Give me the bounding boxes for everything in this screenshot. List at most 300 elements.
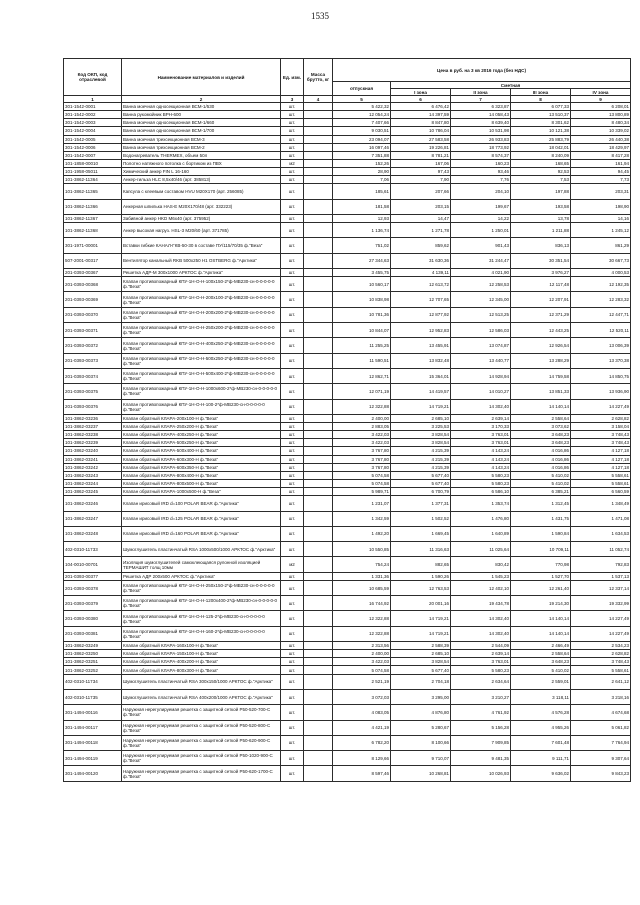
cell-price-zone-2: 7,76 [451, 176, 511, 184]
cell-name: Клапан обратный КЛАРА-200x100-Н ф."Веза" [122, 414, 281, 422]
cell-mass [304, 689, 333, 704]
cell-unit: шт. [281, 399, 304, 414]
cell-price-zone-1: 167,06 [391, 159, 451, 167]
cell-name: Наружная нерегулируемая решетка с защитной сеткой Р50-1020-900-С ф."Веза" [122, 751, 281, 766]
cell-mass [304, 611, 333, 626]
cell-price-zone-4: 14 227,49 [571, 399, 631, 414]
cell-price-zone-2: 12 345,00 [451, 292, 511, 307]
cell-code: 101-3862-03249 [64, 642, 122, 650]
cell-price-zone-3: 1 312,45 [511, 496, 571, 511]
cell-mass [304, 292, 333, 307]
cell-price-zone-3: 1 527,70 [511, 572, 571, 580]
cell-mass [304, 720, 333, 735]
cell-unit: шт. [281, 463, 304, 471]
cell-price-zone-4: 12 283,32 [571, 292, 631, 307]
cell-price-zone-4: 2 628,82 [571, 414, 631, 422]
cell-name: Клапан ирисовый IRD d=160 POLAR BEAR ф."Арктика" [122, 526, 281, 541]
cell-price-zone-1: 207,66 [391, 184, 451, 199]
header-zone-2: II зона [451, 89, 511, 96]
cell-price-zone-4: 11 052,74 [571, 542, 631, 557]
table-row [64, 572, 631, 580]
cell-price-zone-1: 20 001,16 [391, 596, 451, 611]
cell-price-zone-4: 3 748,43 [571, 439, 631, 447]
cell-name: Анкер-гильза HLC 8,5х40/46 (арт. 385813) [122, 176, 281, 184]
cell-price-zone-2: 19 434,78 [451, 596, 511, 611]
cell-name: Изоляция шумоглушителей самоклеющаяся рулонной изоляцией ТЕРМАШИТ толщ 10мм [122, 557, 281, 572]
cell-price-zone-1: 13 832,48 [391, 353, 451, 368]
table-row [64, 151, 631, 159]
cell-unit: шт. [281, 611, 304, 626]
cell-price-zone-4: 6 560,59 [571, 488, 631, 496]
cell-code: 201-0393-00379 [64, 596, 122, 611]
cell-code: 301-1542-0007 [64, 151, 122, 159]
cell-price-release: 2 400,00 [333, 414, 391, 422]
cell-price-release: 9 030,51 [333, 127, 391, 135]
cell-price-zone-2: 14 010,27 [451, 384, 511, 399]
table-row [64, 447, 631, 455]
cell-name: Клапан обратный КЛАРА-500x250-Н ф."Веза" [122, 439, 281, 447]
table-row [64, 422, 631, 430]
column-number: 9 [571, 96, 631, 103]
cell-price-zone-3: 19 214,30 [511, 596, 571, 611]
cell-code: 201-0393-00381 [64, 626, 122, 641]
cell-name: Шумоглушитель пластинчатый RSA 300x150/1000 АРКТОС ф."Арктика" [122, 674, 281, 689]
cell-price-zone-3: 4 576,28 [511, 705, 571, 720]
cell-unit: м2 [281, 159, 304, 167]
cell-price-zone-4: 1 348,49 [571, 496, 631, 511]
cell-mass [304, 323, 333, 338]
cell-price-zone-4: 6 208,01 [571, 103, 631, 111]
cell-name: Ванна рукомойник ВРН-600 [122, 111, 281, 119]
cell-price-zone-2: 4 761,92 [451, 705, 511, 720]
table-row [64, 238, 631, 253]
cell-price-zone-1: 8 100,66 [391, 735, 451, 750]
cell-price-release: 8 597,46 [333, 766, 391, 781]
column-number: 4 [304, 96, 333, 103]
cell-price-release: 10 844,07 [333, 323, 391, 338]
cell-price-zone-3: 7 601,48 [511, 735, 571, 750]
cell-price-zone-2: 14 058,43 [451, 111, 511, 119]
cell-name: Капсула с клеевым составом HVU M20X170 (арт. 256085) [122, 184, 281, 199]
cell-price-release: 5 422,32 [333, 103, 391, 111]
cell-mass [304, 103, 333, 111]
cell-price-zone-3: 3 648,23 [511, 658, 571, 666]
cell-price-zone-1: 14 719,21 [391, 399, 451, 414]
cell-price-zone-1: 7,90 [391, 176, 451, 184]
header-zone-3: III зона [511, 89, 571, 96]
cell-price-release: 12 322,88 [333, 611, 391, 626]
table-row [64, 705, 631, 720]
cell-unit: шт. [281, 215, 304, 223]
cell-code: 201-0393-00380 [64, 611, 122, 626]
cell-price-zone-2: 14,22 [451, 215, 511, 223]
cell-price-zone-3: 8 240,09 [511, 151, 571, 159]
cell-unit: шт. [281, 135, 304, 143]
cell-code: 301-1542-0003 [64, 119, 122, 127]
cell-price-zone-2: 4 143,24 [451, 447, 511, 455]
cell-code: 101-3862-03250 [64, 650, 122, 658]
cell-price-zone-2: 5 580,23 [451, 471, 511, 479]
cell-mass [304, 572, 333, 580]
cell-mass [304, 368, 333, 383]
cell-code: 101-3862-03238 [64, 431, 122, 439]
cell-price-zone-3: 8 301,62 [511, 119, 571, 127]
cell-price-zone-1: 31 630,36 [391, 253, 451, 268]
cell-name: Решетка АДР 200x500 АРКТОС ф."Арктика" [122, 572, 281, 580]
cell-code: 101-3862-03236 [64, 414, 122, 422]
cell-price-zone-4: 4 127,18 [571, 447, 631, 455]
table-row [64, 269, 631, 277]
cell-price-zone-1: 19 226,81 [391, 143, 451, 151]
cell-name: Клапан обратный КЛАРА-400x250-Н ф."Веза" [122, 431, 281, 439]
cell-price-zone-1: 12 613,72 [391, 277, 451, 292]
cell-price-zone-1: 3 295,00 [391, 689, 451, 704]
cell-name: Клапан противопожарный КПУ-1Н-О-Н-200x200-2*ф-МВ230-сн-0-0-0-0-0 ф."Веза" [122, 307, 281, 322]
cell-mass [304, 447, 333, 455]
table-row [64, 557, 631, 572]
cell-name: Вентилятор канальный RKB 500x250 H1 OSTBERG ф."Арктика" [122, 253, 281, 268]
cell-code: 101-3862-11364 [64, 176, 122, 184]
cell-code: 201-0393-00371 [64, 323, 122, 338]
cell-price-zone-3: 836,13 [511, 238, 571, 253]
cell-price-zone-1: 3 828,54 [391, 658, 451, 666]
cell-unit: шт. [281, 111, 304, 119]
cell-unit: шт. [281, 253, 304, 268]
cell-code: 101-3862-03244 [64, 479, 122, 487]
cell-name: Анкер высокая нагруз. HSL-3 M20/60 (арт. 371785) [122, 223, 281, 238]
cell-price-zone-2: 6 586,10 [451, 488, 511, 496]
cell-name: Клапан противопожарный КПУ-1Н-О-Н-125-2*ф-МВ230-сн-0-0-0-0-0 ф."Веза" [122, 611, 281, 626]
cell-price-release: 4 083,05 [333, 705, 391, 720]
cell-price-release: 10 550,85 [333, 542, 391, 557]
cell-price-zone-3: 9 636,02 [511, 766, 571, 781]
cell-price-zone-3: 10 709,11 [511, 542, 571, 557]
cell-name: Вставки гибкие КАНАЛ-ГКВ-50-30 в составе ПУ/115/70/35 ф."Веза" [122, 238, 281, 253]
cell-code: 201-0393-00372 [64, 338, 122, 353]
cell-price-zone-1: 10 786,04 [391, 127, 451, 135]
cell-mass [304, 111, 333, 119]
cell-price-zone-1: 14 397,59 [391, 111, 451, 119]
cell-name: Клапан обратный КЛАРА-400x200-Н ф."Веза" [122, 658, 281, 666]
cell-unit: шт. [281, 666, 304, 674]
cell-price-zone-3: 1 211,88 [511, 223, 571, 238]
cell-unit: шт. [281, 439, 304, 447]
cell-code: 101-3862-03246 [64, 496, 122, 511]
cell-unit: шт. [281, 479, 304, 487]
table-row [64, 526, 631, 541]
cell-price-zone-4: 26 440,38 [571, 135, 631, 143]
cell-name: Клапан противопожарный КПУ-1Н-О-Н-1200x400-2*ф-МВ230-сн-0-0-0-0-0 ф."Веза" [122, 596, 281, 611]
cell-price-zone-2: 3 763,01 [451, 439, 511, 447]
cell-price-zone-2: 2 634,64 [451, 674, 511, 689]
cell-price-release: 152,26 [333, 159, 391, 167]
cell-price-zone-2: 4 143,24 [451, 455, 511, 463]
cell-price-release: 10 781,36 [333, 307, 391, 322]
cell-price-zone-4: 8 417,28 [571, 151, 631, 159]
cell-mass [304, 119, 333, 127]
cell-price-release: 185,61 [333, 184, 391, 199]
table-row [64, 277, 631, 292]
table-row [64, 176, 631, 184]
cell-price-zone-3: 9 111,71 [511, 751, 571, 766]
cell-mass [304, 151, 333, 159]
table-row [64, 338, 631, 353]
cell-name: Клапан обратный КЛАРА-1000x500-Н ф."Веза" [122, 488, 281, 496]
cell-code: 301-1494-00117 [64, 720, 122, 735]
cell-price-zone-3: 12 117,48 [511, 277, 571, 292]
cell-price-zone-2: 13 074,87 [451, 338, 511, 353]
cell-unit: шт. [281, 103, 304, 111]
cell-price-zone-3: 770,98 [511, 557, 571, 572]
cell-name: Ванна моечная трехсекционная ВСМ-2 [122, 143, 281, 151]
cell-mass [304, 143, 333, 151]
table-row [64, 674, 631, 689]
cell-unit: шт. [281, 143, 304, 151]
header-release-price: отпускная [333, 82, 391, 96]
cell-code: 507-2001-00317 [64, 253, 122, 268]
cell-mass [304, 674, 333, 689]
cell-code: 104-0010-00701 [64, 557, 122, 572]
cell-price-zone-4: 4 674,68 [571, 705, 631, 720]
cell-price-zone-4: 12 447,71 [571, 307, 631, 322]
cell-mass [304, 253, 333, 268]
cell-price-zone-2: 14 302,40 [451, 626, 511, 641]
cell-code: 301-1494-00118 [64, 735, 122, 750]
cell-price-zone-3: 4 016,86 [511, 463, 571, 471]
cell-code: 201-0393-00378 [64, 580, 122, 595]
cell-price-zone-3: 14 140,14 [511, 626, 571, 641]
cell-price-release: 3 422,03 [333, 439, 391, 447]
cell-mass [304, 496, 333, 511]
cell-code: 402-0310-11733 [64, 542, 122, 557]
column-number: 1 [64, 96, 122, 103]
cell-name: Наружная нерегулируемая решетка с защитной сеткой Р50-620-1700-С ф."Веза" [122, 766, 281, 781]
cell-unit: шт. [281, 650, 304, 658]
cell-mass [304, 642, 333, 650]
table-row [64, 626, 631, 641]
cell-price-zone-4: 12 520,11 [571, 323, 631, 338]
cell-code: 101-3862-03241 [64, 455, 122, 463]
cell-price-zone-2: 11 025,64 [451, 542, 511, 557]
cell-code: 301-1494-00116 [64, 705, 122, 720]
cell-code: 101-3862-03237 [64, 422, 122, 430]
column-number: 6 [391, 96, 451, 103]
cell-unit: шт. [281, 572, 304, 580]
table-row [64, 488, 631, 496]
cell-unit: шт. [281, 658, 304, 666]
cell-unit: шт. [281, 384, 304, 399]
cell-price-zone-2: 8 574,37 [451, 151, 511, 159]
cell-price-zone-1: 12 877,92 [391, 307, 451, 322]
cell-unit: шт. [281, 292, 304, 307]
column-number: 5 [333, 96, 391, 103]
table-row [64, 479, 631, 487]
cell-mass [304, 269, 333, 277]
cell-price-zone-4: 13 006,39 [571, 338, 631, 353]
cell-mass [304, 557, 333, 572]
cell-unit: шт. [281, 751, 304, 766]
table-row [64, 168, 631, 176]
column-number: 2 [122, 96, 281, 103]
header-unit: Ед. изм. [281, 59, 304, 96]
cell-unit: шт. [281, 674, 304, 689]
cell-unit: шт. [281, 184, 304, 199]
cell-price-zone-2: 14 302,40 [451, 611, 511, 626]
cell-price-zone-1: 5 280,67 [391, 720, 451, 735]
cell-price-zone-4: 7 764,94 [571, 735, 631, 750]
cell-price-zone-2: 1 353,74 [451, 496, 511, 511]
table-row [64, 650, 631, 658]
cell-mass [304, 658, 333, 666]
cell-price-zone-4: 14 227,49 [571, 611, 631, 626]
cell-code: 101-3862-03243 [64, 471, 122, 479]
cell-name: Наружная нерегулируемая решетка с защитной сеткой Р50-620-900-С ф."Веза" [122, 735, 281, 750]
cell-name: Химический анкер FIN L 16-160 [122, 168, 281, 176]
cell-mass [304, 526, 333, 541]
cell-price-zone-2: 18 773,92 [451, 143, 511, 151]
cell-price-zone-4: 5 558,61 [571, 666, 631, 674]
cell-unit: шт. [281, 414, 304, 422]
cell-price-release: 1 231,07 [333, 496, 391, 511]
cell-code: 201-0393-00377 [64, 572, 122, 580]
cell-name: Клапан обратный КЛАРА-800x400-Н ф."Веза" [122, 471, 281, 479]
cell-price-zone-3: 13 288,29 [511, 353, 571, 368]
cell-price-release: 23 094,07 [333, 135, 391, 143]
cell-price-zone-3: 2 559,01 [511, 674, 571, 689]
cell-price-release: 12,93 [333, 215, 391, 223]
column-number: 3 [281, 96, 304, 103]
cell-price-zone-3: 14 759,58 [511, 368, 571, 383]
cell-name: Наружная нерегулируемая решетка с защитной сеткой Р50-520-800-С ф."Веза" [122, 720, 281, 735]
cell-unit: шт. [281, 431, 304, 439]
table-row [64, 215, 631, 223]
cell-price-zone-3: 3 118,11 [511, 689, 571, 704]
cell-price-release: 10 685,59 [333, 580, 391, 595]
cell-price-zone-2: 6 323,87 [451, 103, 511, 111]
cell-code: 101-3862-03248 [64, 526, 122, 541]
cell-price-release: 11 255,25 [333, 338, 391, 353]
cell-price-zone-2: 14 928,94 [451, 368, 511, 383]
cell-unit: шт. [281, 735, 304, 750]
cell-mass [304, 463, 333, 471]
table-row [64, 471, 631, 479]
cell-unit: шт. [281, 422, 304, 430]
cell-mass [304, 384, 333, 399]
table-body [64, 103, 631, 782]
cell-price-zone-1: 12 763,53 [391, 580, 451, 595]
cell-unit: шт. [281, 471, 304, 479]
cell-price-release: 6 782,20 [333, 735, 391, 750]
cell-code: 101-3862-11368 [64, 223, 122, 238]
cell-price-zone-1: 1 502,52 [391, 511, 451, 526]
cell-mass [304, 650, 333, 658]
cell-price-zone-1: 203,15 [391, 199, 451, 214]
cell-price-zone-1: 14,47 [391, 215, 451, 223]
cell-price-release: 751,02 [333, 238, 391, 253]
cell-code: 301-1494-00120 [64, 766, 122, 781]
cell-price-zone-3: 193,58 [511, 199, 571, 214]
cell-price-zone-2: 1 476,80 [451, 511, 511, 526]
cell-price-zone-3: 3 648,23 [511, 431, 571, 439]
cell-price-zone-1: 1 590,26 [391, 572, 451, 580]
cell-price-zone-3: 6 385,21 [511, 488, 571, 496]
cell-price-zone-1: 11 316,63 [391, 542, 451, 557]
cell-price-zone-1: 2 704,18 [391, 674, 451, 689]
cell-price-zone-3: 2 466,49 [511, 642, 571, 650]
cell-price-zone-3: 12 207,91 [511, 292, 571, 307]
cell-unit: шт. [281, 705, 304, 720]
cell-price-zone-3: 14 140,14 [511, 399, 571, 414]
cell-price-zone-4: 1 471,08 [571, 511, 631, 526]
column-number: 7 [451, 96, 511, 103]
cell-price-zone-2: 5 156,28 [451, 720, 511, 735]
cell-price-zone-3: 18 042,01 [511, 143, 571, 151]
table-row [64, 323, 631, 338]
cell-price-zone-3: 7,53 [511, 176, 571, 184]
cell-price-zone-1: 3 225,53 [391, 422, 451, 430]
cell-code: 101-3862-11367 [64, 215, 122, 223]
cell-price-zone-1: 1 271,78 [391, 223, 451, 238]
header-name: Наименование материалов и изделий [122, 59, 281, 96]
cell-name: Клапан противопожарный КПУ-1Н-О-Н-400x250-2*ф-МВ230-сн-0-0-0-0-0 ф."Веза" [122, 338, 281, 353]
cell-price-zone-2: 12 402,10 [451, 580, 511, 595]
cell-price-release: 181,58 [333, 199, 391, 214]
cell-unit: шт. [281, 199, 304, 214]
cell-price-zone-2: 3 170,33 [451, 422, 511, 430]
cell-price-zone-3: 12 261,40 [511, 580, 571, 595]
cell-price-zone-2: 12 513,25 [451, 307, 511, 322]
table-row [64, 135, 631, 143]
cell-price-zone-4: 13 370,38 [571, 353, 631, 368]
cell-price-zone-4: 2 641,12 [571, 674, 631, 689]
cell-price-zone-4: 2 534,23 [571, 642, 631, 650]
cell-price-zone-3: 13 510,37 [511, 111, 571, 119]
cell-price-zone-1: 4 215,39 [391, 463, 451, 471]
cell-price-zone-2: 830,42 [451, 557, 511, 572]
cell-price-zone-1: 97,43 [391, 168, 451, 176]
cell-unit: шт. [281, 526, 304, 541]
cell-mass [304, 199, 333, 214]
cell-price-zone-1: 5 677,40 [391, 666, 451, 674]
cell-price-zone-3: 168,65 [511, 159, 571, 167]
cell-price-zone-4: 12 192,35 [571, 277, 631, 292]
cell-code: 101-3862-11366 [64, 199, 122, 214]
cell-price-zone-1: 8 847,80 [391, 119, 451, 127]
column-number: 8 [511, 96, 571, 103]
price-table [63, 58, 631, 782]
table-row [64, 399, 631, 414]
cell-price-zone-2: 1 640,89 [451, 526, 511, 541]
cell-name: Шумоглушитель пластинчатый RSA 1000x500/1000 АРКТОС ф."Арктика" [122, 542, 281, 557]
cell-price-zone-3: 13,78 [511, 215, 571, 223]
header-estimate-price: Сметная [391, 82, 631, 89]
cell-price-zone-4: 3 158,04 [571, 422, 631, 430]
cell-name: Ванна моечная односекционная ВСМ-1/530 [122, 103, 281, 111]
cell-price-zone-1: 5 677,40 [391, 479, 451, 487]
cell-price-zone-3: 5 410,02 [511, 666, 571, 674]
cell-price-zone-4: 4 127,18 [571, 455, 631, 463]
cell-mass [304, 626, 333, 641]
cell-unit: шт. [281, 455, 304, 463]
cell-price-zone-1: 12 952,83 [391, 323, 451, 338]
cell-name: Клапан обратный КЛАРА-600x350-Н ф."Веза" [122, 463, 281, 471]
cell-price-zone-1: 27 583,58 [391, 135, 451, 143]
cell-price-zone-2: 160,23 [451, 159, 511, 167]
table-header [64, 59, 631, 103]
cell-code: 201-0393-00370 [64, 307, 122, 322]
cell-code: 402-0310-11735 [64, 689, 122, 704]
cell-unit: шт. [281, 151, 304, 159]
